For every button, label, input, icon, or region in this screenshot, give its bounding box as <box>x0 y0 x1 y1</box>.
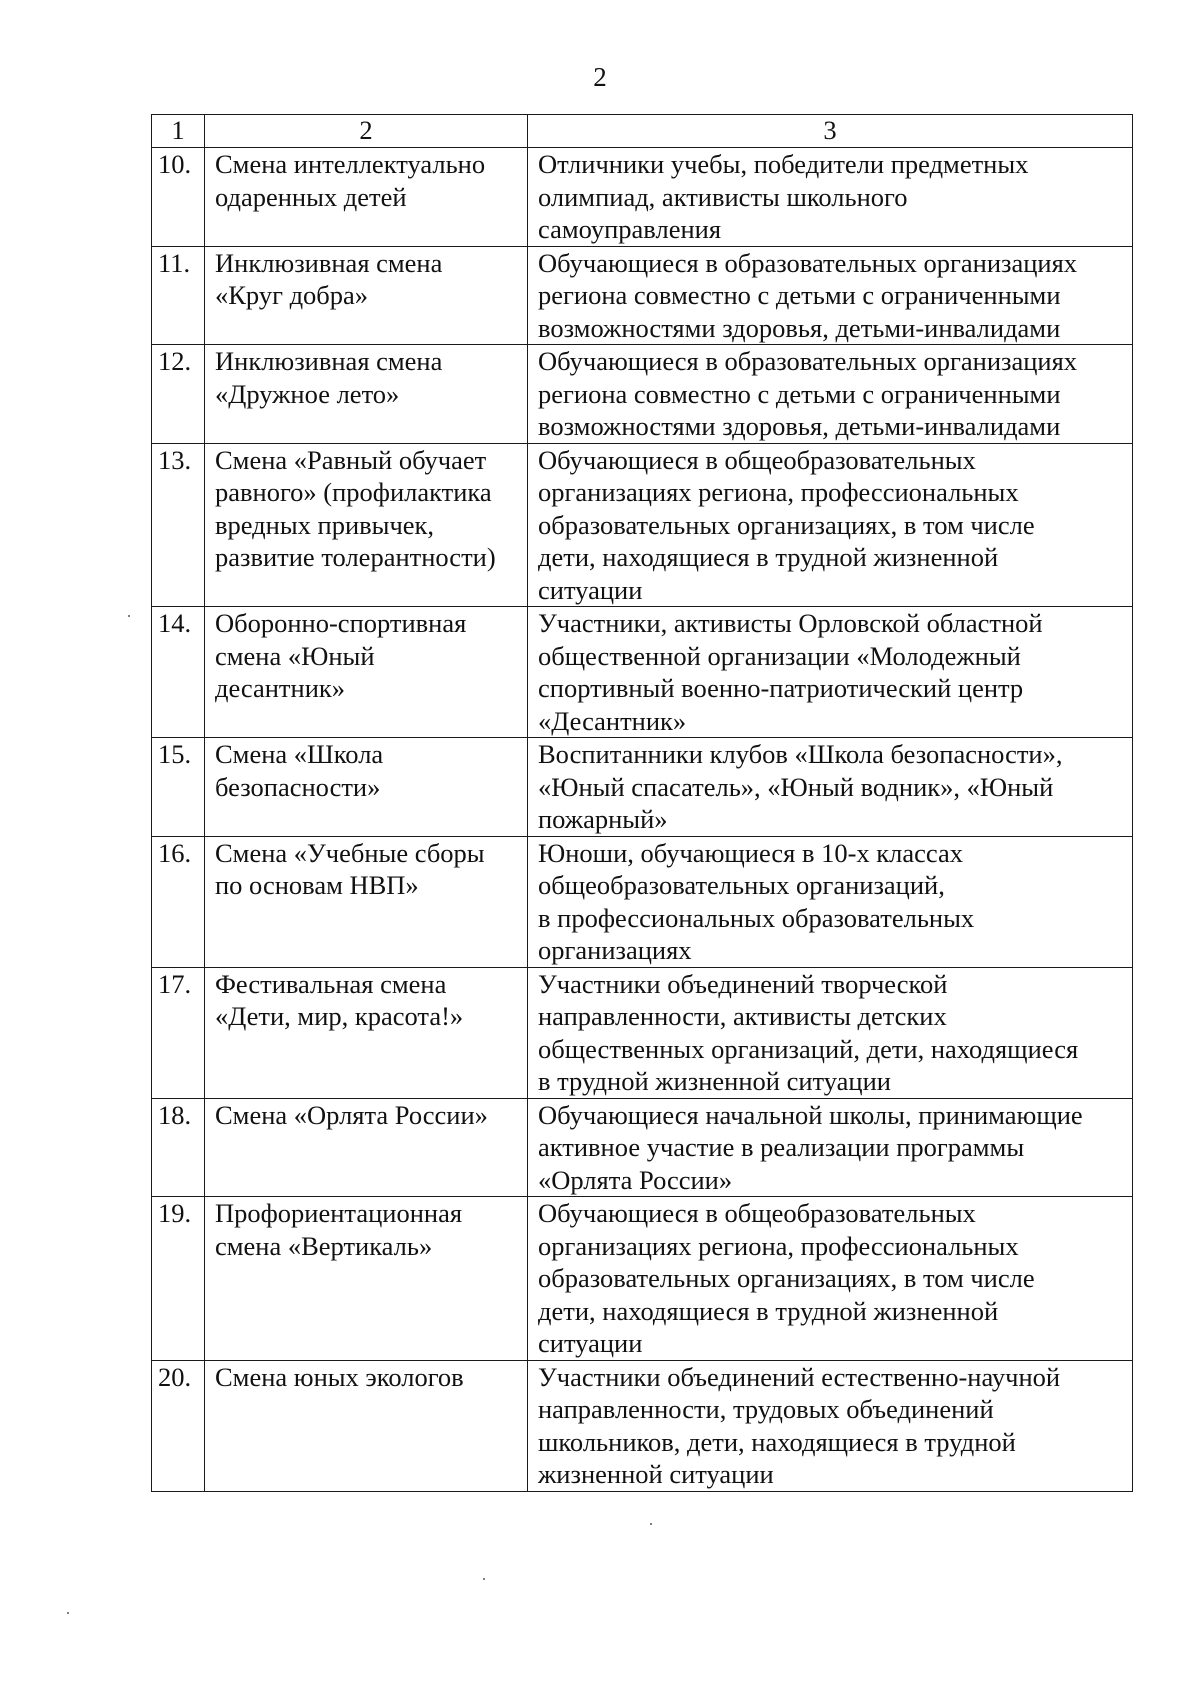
shift-name: Смена «Равный обучает равного» (профилактика вредных привычек, развитие толерантности) <box>205 443 528 607</box>
row-number: 20. <box>152 1360 205 1491</box>
scan-speck <box>128 615 130 617</box>
shift-participants: Обучающиеся в общеобразовательных организациях региона, профессиональных образовательных организациях, в том числе дети, находящиеся в трудной жизненной ситуации <box>528 443 1133 607</box>
row-number: 15. <box>152 738 205 837</box>
table-row <box>152 738 1133 837</box>
table-row <box>152 1360 1133 1491</box>
table-row <box>152 345 1133 444</box>
row-number: 16. <box>152 836 205 967</box>
table-row <box>152 1098 1133 1197</box>
scan-speck <box>483 1578 485 1580</box>
header-cell-2: 2 <box>205 115 528 148</box>
shift-name: Смена «Школа безопасности» <box>205 738 528 837</box>
shift-participants: Обучающиеся в образовательных организациях региона совместно с детьми с ограниченными возможностями здоровья, детьми-инвалидами <box>528 345 1133 444</box>
shift-name: Инклюзивная смена «Дружное лето» <box>205 345 528 444</box>
shift-name: Фестивальная смена «Дети, мир, красота!» <box>205 967 528 1098</box>
shift-participants: Обучающиеся в образовательных организациях региона совместно с детьми с ограниченными возможностями здоровья, детьми-инвалидами <box>528 246 1133 345</box>
scan-speck <box>650 1523 652 1525</box>
row-number: 18. <box>152 1098 205 1197</box>
table-row <box>152 967 1133 1098</box>
header-cell-1: 1 <box>152 115 205 148</box>
shift-participants: Участники объединений творческой направленности, активисты детских общественных организаций, дети, находящиеся в трудной жизненной ситуации <box>528 967 1133 1098</box>
table-row <box>152 148 1133 247</box>
shift-participants: Отличники учебы, победители предметных олимпиад, активисты школьного самоуправления <box>528 148 1133 247</box>
scan-speck <box>67 1612 69 1614</box>
shift-participants: Обучающиеся начальной школы, принимающие активное участие в реализации программы «Орлята России» <box>528 1098 1133 1197</box>
shift-participants: Воспитанники клубов «Школа безопасности», «Юный спасатель», «Юный водник», «Юный пожарный» <box>528 738 1133 837</box>
shift-name: Инклюзивная смена «Круг добра» <box>205 246 528 345</box>
shift-name: Смена «Учебные сборы по основам НВП» <box>205 836 528 967</box>
shift-participants: Обучающиеся в общеобразовательных организациях региона, профессиональных образовательных организациях, в том числе дети, находящиеся в трудной жизненной ситуации <box>528 1197 1133 1361</box>
shift-name: Оборонно-спортивная смена «Юный десантник» <box>205 607 528 738</box>
shift-name: Смена «Орлята России» <box>205 1098 528 1197</box>
shift-name: Профориентационная смена «Вертикаль» <box>205 1197 528 1361</box>
shift-name: Смена юных экологов <box>205 1360 528 1491</box>
header-cell-3: 3 <box>528 115 1133 148</box>
shift-participants: Участники объединений естественно-научной направленности, трудовых объединений школьников, дети, находящиеся в трудной жизненной ситуации <box>528 1360 1133 1491</box>
shift-participants: Юноши, обучающиеся в 10-х классах общеобразовательных организаций, в профессиональных образовательных организациях <box>528 836 1133 967</box>
table-row <box>152 836 1133 967</box>
shifts-table <box>151 114 1133 1492</box>
row-number: 10. <box>152 148 205 247</box>
page-number: 2 <box>593 62 607 92</box>
row-number: 13. <box>152 443 205 607</box>
table-header-row <box>152 115 1133 148</box>
table-row <box>152 607 1133 738</box>
table-row <box>152 246 1133 345</box>
row-number: 12. <box>152 345 205 444</box>
row-number: 11. <box>152 246 205 345</box>
shift-name: Смена интеллектуально одаренных детей <box>205 148 528 247</box>
row-number: 14. <box>152 607 205 738</box>
row-number: 19. <box>152 1197 205 1361</box>
shift-participants: Участники, активисты Орловской областной общественной организации «Молодежный спортивный военно-патриотический центр «Десантник» <box>528 607 1133 738</box>
row-number: 17. <box>152 967 205 1098</box>
table-row <box>152 443 1133 607</box>
table-row <box>152 1197 1133 1361</box>
